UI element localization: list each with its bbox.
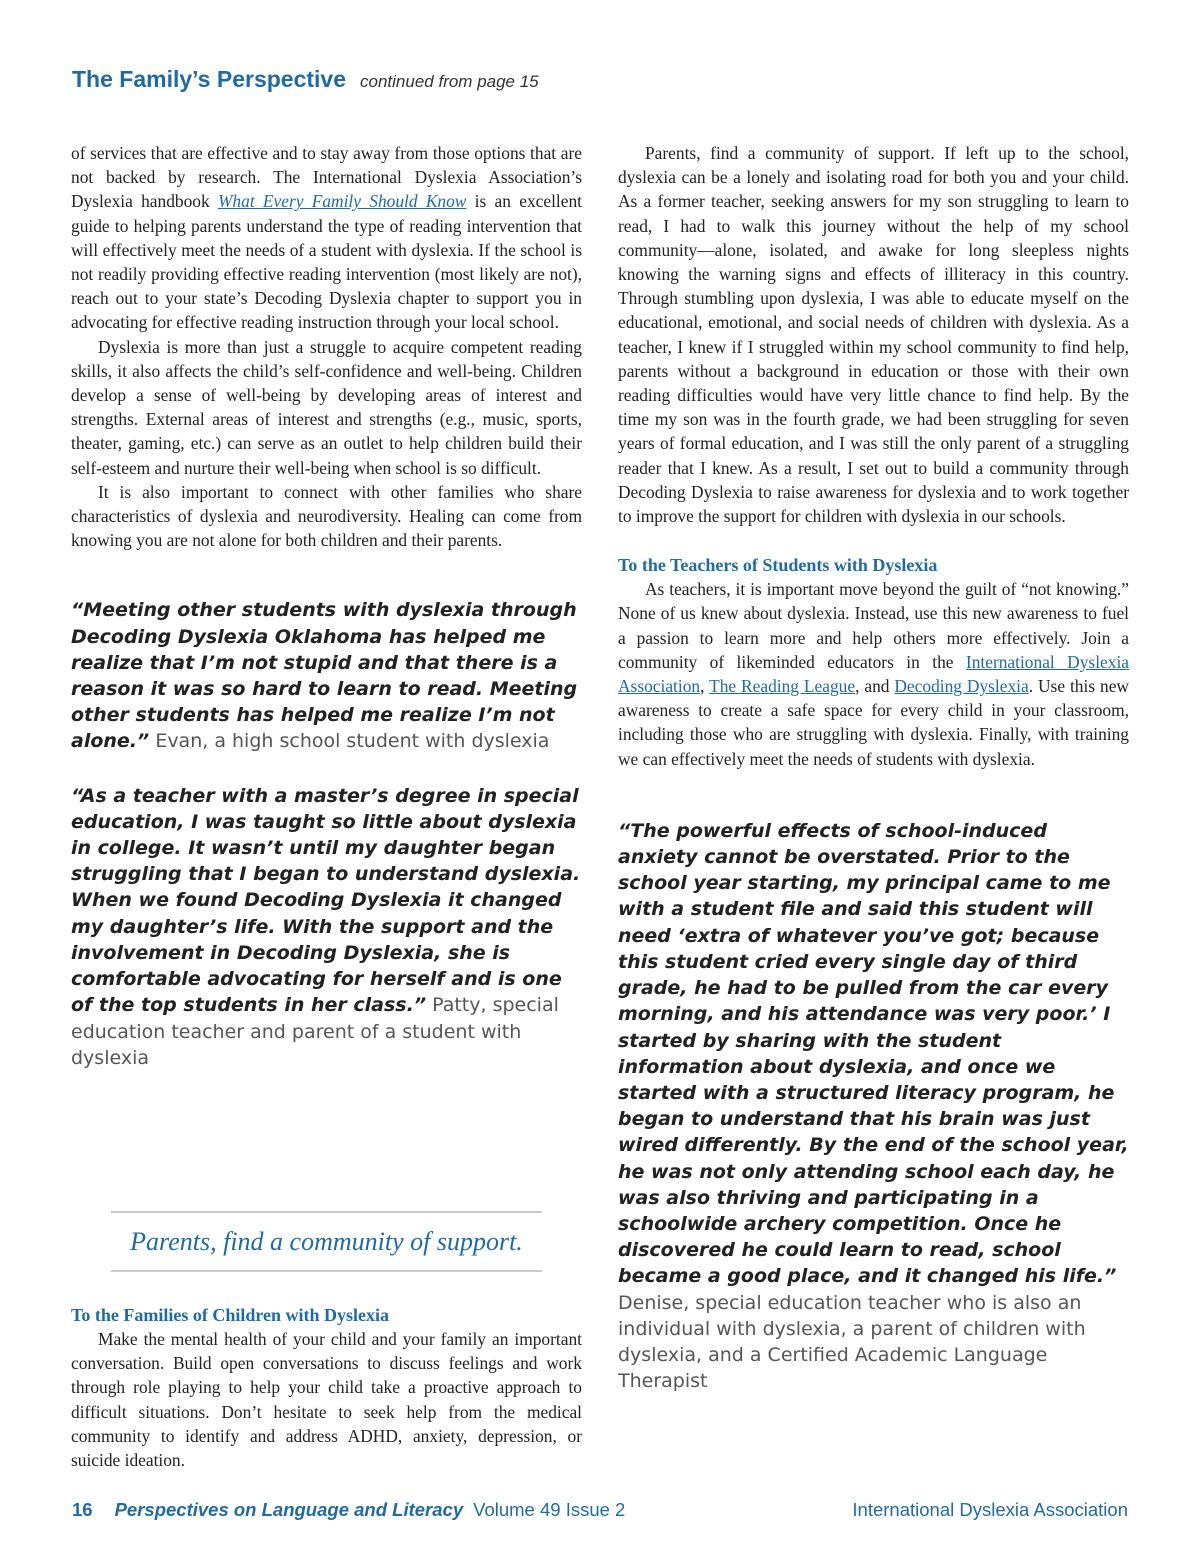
quote-attribution: Patty, special education teacher and parent of a student with dyslexia [71, 994, 559, 1069]
ida-link[interactable]: International Dyslexia Association [618, 651, 1129, 697]
families-heading: To the Families of Children with Dyslexia [71, 1305, 390, 1325]
issue-label: Volume 49 Issue 2 [473, 1499, 626, 1520]
text-run: is an excellent guide to helping parents understand the type of reading intervention that will effectively meet the needs of a student with dyslexia. If the school is not readily providing effective reading intervention (most likely are not), reach out to your state’s Decoding Dyslexia chapter to support you in advocating for effective reading instruction through your local school. [71, 191, 582, 333]
page-footer [72, 1499, 1128, 1521]
text-run: of services that are effective and to stay away from those options that are not backed by research. The International Dyslexia Association’s Dyslexia handbook [71, 143, 582, 212]
text-run: . Use this new awareness to create a safe space for every child in your classroom, including those who are struggling with dyslexia. Finally, with training we can effectively meet the needs of students with dyslexia. [618, 676, 1129, 769]
quote-attribution: Denise, special education teacher who is also an individual with dyslexia, a parent of children with dyslexia, and a Certified Academic Language Therapist [618, 1291, 1086, 1393]
teachers-paragraph [618, 577, 1129, 771]
left-paragraph-2: Dyslexia is more than just a struggle to acquire competent reading skills, it also affects the child’s self-confidence and well-being. Children develop a sense of well-being by developing areas of interest and strengths. External areas of interest and strengths (e.g., music, sports, theater, gaming, etc.) can serve as an outlet to help children build their self-esteem and nurture their well-being when school is so difficult. [71, 336, 582, 478]
footer-org: International Dyslexia Association [852, 1499, 1128, 1520]
right-paragraph-1: Parents, find a community of support. If left up to the school, dyslexia can be a lonely and isolating road for both you and your child. As a former teacher, seeking answers for my son struggling to learn to read, I had to walk this journey without the help of my school community—alone, isolated, and awake for long sleepless nights knowing the warning signs and effects of illiteracy in this country. Through stumbling upon dyslexia, I was able to educate myself on the educational, emotional, and social needs of children with dyslexia. As a teacher, I knew if I struggled within my school community to find help, parents without a background in education or those with their own reading difficulties would have very little chance to find help. By the time my son was in the fourth grade, we had been struggling for seven years of formal education, and I was still the only parent of a struggling reader that I knew. As a result, I set out to build a community through Decoding Dyslexia to raise awareness for dyslexia and to work together to improve the support for children with dyslexia in our schools. [618, 143, 1129, 527]
quote-text: “As a teacher with a master’s degree in special education, I was taught so little about dyslexia in college. It wasn’t until my daughter began struggling that I began to understand dyslexia. When we found Decoding Dyslexia it changed my daughter’s life. With the support and the involvement in Decoding Dyslexia, she is comfortable advocating for herself and is one of the top students in her class.” [71, 784, 581, 1017]
quote-text: “The powerful effects of school-induced anxiety cannot be overstated. Prior to the school year starting, my principal came to me with a student file and said this student will need ‘extra of whatever you’ve got; because this student cried every single day of third grade, he had to be pulled from the car every morning, and his attendance was very poor.’ I started by sharing with the student information about dyslexia, and once we started with a structured literacy program, he began to understand that his brain was just wired differently. By the end of the school year, he was not only attending school each day, he was also thriving and participating in a schoolwide archery competition. Once he discovered he could learn to read, school became a good place, and it changed his life.” [618, 819, 1129, 1288]
text-run: , [700, 676, 710, 697]
section-title: The Family’s Perspective [72, 66, 347, 92]
teachers-heading: To the Teachers of Students with Dyslexia [618, 555, 938, 576]
decoding-dyslexia-link[interactable]: Decoding Dyslexia [894, 676, 1029, 697]
continued-note: continued from page 15 [360, 72, 539, 91]
left-paragraph-1 [71, 141, 582, 335]
handbook-link[interactable]: What Every Family Should Know [217, 191, 467, 212]
running-header [72, 66, 539, 93]
quote-attribution: Evan, a high school student with dyslexia [155, 730, 550, 753]
text-run: , and [855, 676, 895, 697]
quote-patty [71, 783, 582, 1071]
pull-quote: Parents, find a community of support. [111, 1211, 542, 1272]
families-paragraph: Make the mental health of your child and your family an important conversation. Build open conversations to discuss feelings and work through role playing to help your child take a proactive approach to difficult situations. Don’t hesitate to seek help from the medical community to identify and address ADHD, anxiety, depression, or suicide ideation. [71, 1329, 582, 1471]
quote-text: “Meeting other students with dyslexia through Decoding Dyslexia Oklahoma has helped me realize that I’m not stupid and that there is a reason it was so hard to learn to read. Meeting other students has helped me realize I’m not alone.” [71, 599, 578, 753]
page-number: 16 [72, 1499, 93, 1520]
families-section [71, 1303, 582, 1472]
left-paragraph-3: It is also important to connect with other families who share characteristics of dyslexia and neurodiversity. Healing can come from knowing you are not alone for both children and their parents. [71, 481, 582, 551]
quote-denise [618, 818, 1129, 1394]
left-column [71, 141, 582, 1071]
quote-evan [71, 597, 582, 754]
journal-title: Perspectives on Language and Literacy [114, 1499, 464, 1520]
reading-league-link[interactable]: The Reading League [709, 676, 856, 697]
text-run: As teachers, it is important move beyond the guilt of “not knowing.” None of us knew about dyslexia. Instead, use this new awareness to fuel a passion to learn more and help others more effectively. Join a community of likeminded educators in the [618, 579, 1129, 672]
right-column [618, 141, 1129, 1394]
footer-left [72, 1499, 625, 1521]
